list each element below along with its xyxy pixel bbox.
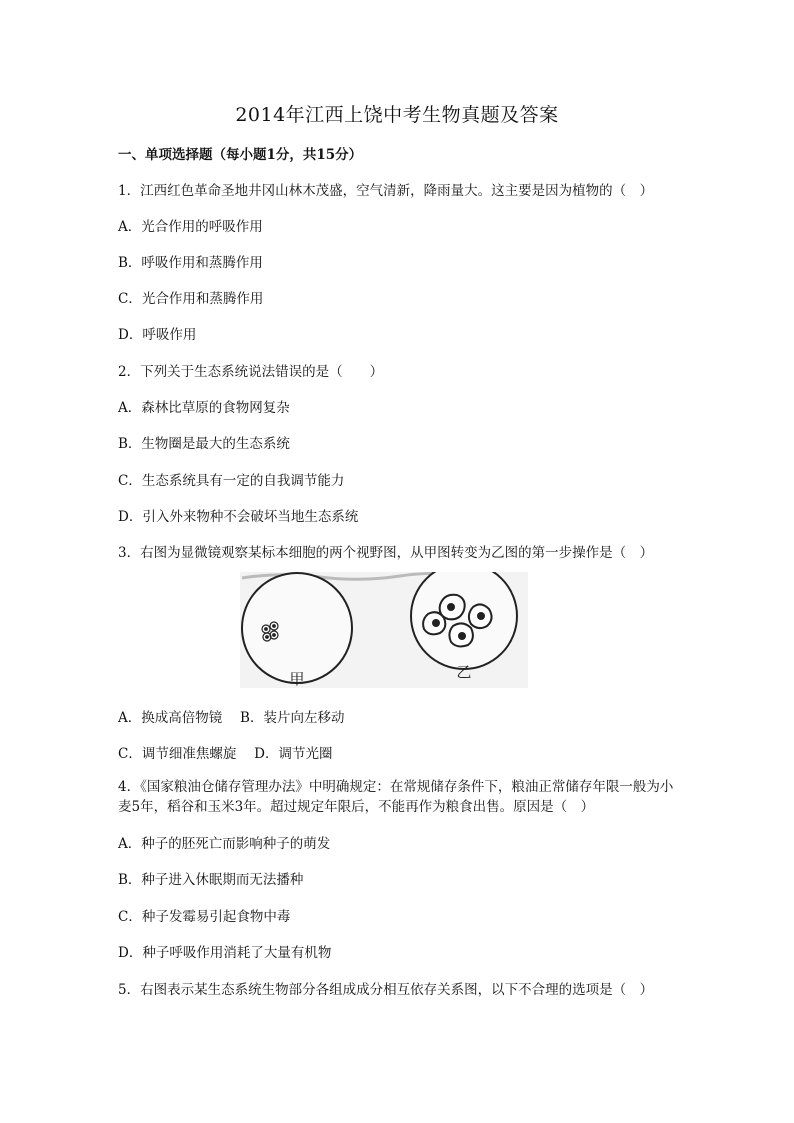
question-4-option-a: A．种子的胚死亡而影响种子的萌发 (118, 836, 331, 852)
question-1-option-c: C．光合作用和蒸腾作用 (118, 291, 264, 307)
question-2-stem: 2．下列关于生态系统说法错误的是（ ） (118, 364, 384, 380)
question-4-option-b: B．种子进入休眠期而无法播种 (118, 872, 304, 888)
question-1-option-d: D．呼吸作用 (118, 327, 197, 343)
question-2-option-c: C．生态系统具有一定的自我调节能力 (118, 473, 345, 489)
figure-label-yi: 乙 (456, 663, 472, 681)
question-1-stem: 1．江西红色革命圣地井冈山林木茂盛，空气清新，降雨量大。这主要是因为植物的（ ） (118, 183, 654, 199)
microscope-field-figure (240, 572, 528, 688)
question-1-option-a: A．光合作用的呼吸作用 (118, 219, 263, 235)
question-4-stem: 4．《国家粮油仓储存管理办法》中明确规定：在常规储存条件下，粮油正常储存年限一般为小麦5年，稻谷和玉米3年。超过规定年限后，不能再作为粮食出售。原因是（ ） (118, 779, 674, 815)
section-heading: 一、单项选择题（每小题1分，共15分） (118, 147, 363, 163)
question-3-options-cd: C．调节细准焦螺旋 D．调节光圈 (118, 746, 333, 762)
question-2-option-b: B．生物圈是最大的生态系统 (118, 436, 290, 452)
question-5-stem: 5．右图表示某生态系统生物部分各组成成分相互依存关系图，以下不合理的选项是（ ） (118, 982, 654, 998)
question-2-option-d: D．引入外来物种不会破坏当地生态系统 (118, 509, 359, 525)
question-3-options-ab: A．换成高倍物镜 B．装片向左移动 (118, 710, 345, 726)
question-4-option-c: C．种子发霉易引起食物中毒 (118, 909, 291, 925)
field-of-view-jia (242, 573, 352, 683)
question-2-option-a: A．森林比草原的食物网复杂 (118, 400, 290, 416)
question-3-stem: 3．右图为显微镜观察某标本细胞的两个视野图，从甲图转变为乙图的第一步操作是（ ） (118, 545, 654, 561)
field-of-view-yi (411, 572, 517, 669)
page-title: 2014年江西上饶中考生物真题及答案 (235, 104, 559, 126)
question-1-option-b: B．呼吸作用和蒸腾作用 (118, 255, 263, 271)
question-4-option-d: D．种子呼吸作用消耗了大量有机物 (118, 945, 332, 961)
figure-label-jia: 甲 (289, 670, 305, 688)
